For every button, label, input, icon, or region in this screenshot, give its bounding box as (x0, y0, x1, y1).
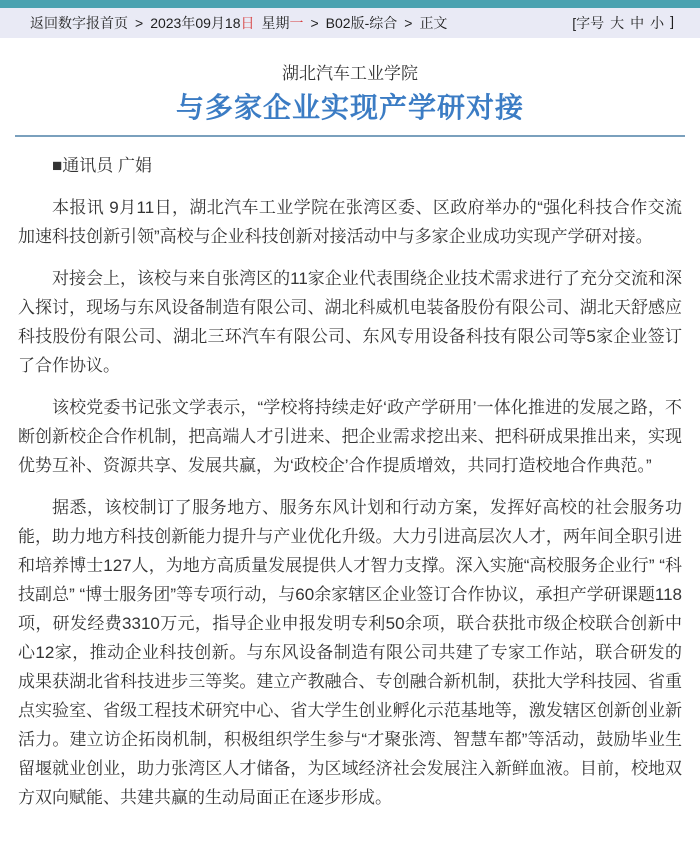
breadcrumb-date-link[interactable] (150, 13, 254, 33)
breadcrumb-separator-3: > (404, 15, 413, 31)
font-size-small-button[interactable]: 小 (650, 15, 665, 31)
breadcrumb-separator-2: > (310, 15, 319, 31)
article-paragraph-2: 对接会上，该校与来自张湾区的11家企业代表围绕企业技术需求进行了充分交流和深入探讨，现场与东风设备制造有限公司、湖北科威机电装备股份有限公司、湖北天舒感应科技股份有限公司、湖北三环汽车有限公司、东风专用设备科技有限公司等5家企业签订了合作协议。 (18, 269, 682, 375)
article-paragraph-1: 本报讯 9月11日，湖北汽车工业学院在张湾区委、区政府举办的“强化科技合作交流加速科技创新引领”高校与企业科技创新对接活动中与多家企业成功实现产学研对接。 (18, 198, 682, 246)
article-byline: ■通讯员 广娟 (52, 156, 152, 175)
font-size-control-label-close: ] (670, 13, 674, 29)
breadcrumb-weekday-red-char: 一 (289, 15, 304, 31)
font-size-medium-button[interactable]: 中 (630, 15, 645, 31)
article-content (0, 63, 700, 853)
font-size-control (572, 13, 674, 33)
breadcrumb-date-text: 2023年09月18 (150, 15, 241, 31)
breadcrumb (30, 13, 447, 33)
article-paragraph-3: 该校党委书记张文学表示，“学校将持续走好‘政产学研用’一体化推进的发展之路，不断创新校企合作机制，把高端人才引进来、把企业需求挖出来、把科研成果推出来，实现优势互补、资源共享、发展共赢，为‘政校企’合作提质增效，共同打造校地合作典范。” (18, 398, 682, 475)
font-size-control-label: [字号 (572, 15, 605, 31)
article-title: 与多家企业实现产学研对接 (175, 92, 524, 123)
top-accent-bar (0, 0, 700, 8)
breadcrumb-edition-link[interactable]: B02版-综合 (325, 15, 398, 31)
article-supertitle: 湖北汽车工业学院 (282, 64, 418, 83)
breadcrumb-weekday-text: 星期 (261, 15, 290, 31)
article-paragraph-4: 据悉，该校制订了服务地方、服务东风计划和行动方案，发挥好高校的社会服务功能，助力地方科技创新能力提升与产业优化升级。大力引进高层次人才，两年间全职引进和培养博士127人，为地方高质量发展提供人才智力支撑。深入实施“高校服务企业行” “科技副总” “博士服务团”等专项行动，与60余家辖区企业签订合作协议，承担产学研课题118项，研发经费3310万元，指导企业申报发明专利50余项，联合获批市级企校联合创新中心12家，推动企业科技创新。与东风设备制造有限公司共建了专家工作站，联合研发的成果获湖北省科技进步三等奖。建立产教融合、专创融合新机制，获批大学科技园、省重点实验室、省级工程技术研究中心、省大学生创业孵化示范基地等，激发辖区创新创业新活力。建立访企拓岗机制，积极组织学生参与“才聚张湾、智慧车都”等活动，鼓励毕业生留堰就业创业，助力张湾区人才储备，为区域经济社会发展注入新鲜血液。目前，校地双方双向赋能、共建共赢的生动局面正在逐步形成。 (18, 498, 682, 807)
font-size-large-button[interactable]: 大 (610, 15, 625, 31)
article-body (18, 193, 682, 853)
breadcrumb-separator-1: > (135, 15, 144, 31)
breadcrumb-current-page: 正文 (419, 15, 448, 31)
breadcrumb-date-red-char: 日 (240, 15, 255, 31)
breadcrumb-home-link[interactable]: 返回数字报首页 (30, 15, 128, 31)
breadcrumb-bar (0, 8, 700, 38)
title-divider (15, 135, 685, 137)
breadcrumb-weekday (261, 13, 303, 33)
